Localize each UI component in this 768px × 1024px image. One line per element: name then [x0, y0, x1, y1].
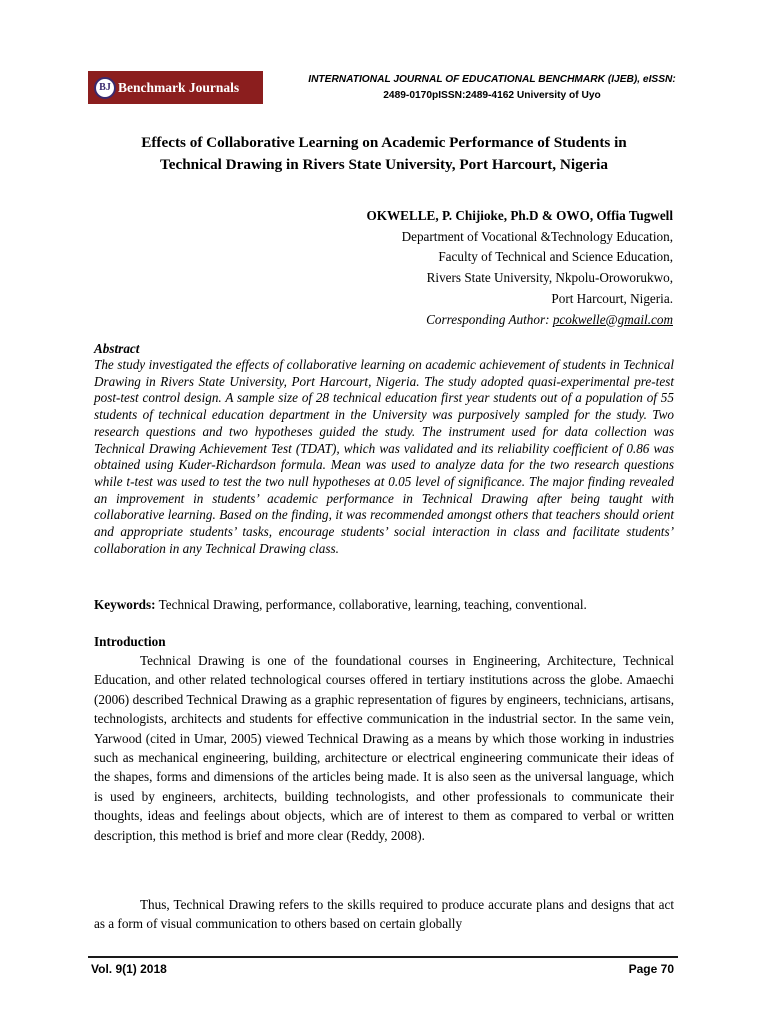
author-department: Department of Vocational &Technology Education, [401, 228, 673, 244]
keywords [94, 596, 674, 613]
footer-page-number: Page 70 [628, 962, 674, 976]
paper-title [90, 132, 678, 176]
footer-volume: Vol. 9(1) 2018 [91, 962, 167, 976]
author-city: Port Harcourt, Nigeria. [551, 290, 673, 306]
author-email-link[interactable]: pcokwelle@gmail.com [552, 311, 673, 327]
journal-issn-line: 2489-0170pISSN:2489-4162 University of Uyo [383, 90, 601, 101]
introduction-paragraph-2: Thus, Technical Drawing refers to the skills required to produce accurate plans and designs that act as a form of visual communication to others based on certain globally [94, 897, 674, 932]
author-block [366, 206, 673, 330]
corresponding-label: Corresponding Author: [426, 311, 553, 327]
journal-logo [88, 71, 263, 104]
title-line-2: Technical Drawing in Rivers State University, Port Harcourt, Nigeria [160, 156, 608, 173]
introduction-heading: Introduction [94, 634, 166, 649]
abstract-text: The study investigated the effects of collaborative learning on academic achievement of students in Technical Drawing in Rivers State University, Port Harcourt, Nigeria. The study adopted quasi-experimental pre-test post-test control design. A sample size of 28 technical education first year students out of a population of 55 students of technical education department in the University was purposively sampled for the study. Two research questions and two hypotheses guided the study. The instrument used for data collection was Technical Drawing Achievement Test (TDAT), which was validated and its reliability coefficient of 0.86 was obtained using Kuder-Richardson formula. Mean was used to analyze data for the two research questions while t-test was used to test the two null hypotheses at 0.05 level of significance. The major finding revealed an improvement in students’ academic performance in Technical Drawing after being taught with collaborative learning. Based on the finding, it was recommended amongst others that teachers should orient and appropriate students’ tasks, encourage students’ social interaction in class and facilitate students’ collaboration in any Technical Drawing class. [94, 357, 674, 556]
keywords-text: Technical Drawing, performance, collaborative, learning, teaching, conventional. [155, 597, 587, 612]
corresponding-author [366, 310, 673, 331]
journal-name-line: INTERNATIONAL JOURNAL OF EDUCATIONAL BENCHMARK (IJEB), eISSN: [308, 74, 676, 85]
author-names: OKWELLE, P. Chijioke, Ph.D & OWO, Offia Tugwell [366, 208, 673, 223]
keywords-label: Keywords: [94, 597, 156, 612]
author-university: Rivers State University, Nkpolu-Oroworukwo, [426, 270, 673, 286]
logo-text: Benchmark Journals [118, 79, 240, 95]
title-line-1: Effects of Collaborative Learning on Academic Performance of Students in [141, 134, 627, 151]
author-faculty: Faculty of Technical and Science Education, [438, 249, 673, 265]
logo-badge-icon: BJ [94, 77, 116, 99]
journal-header [282, 72, 702, 104]
footer-divider [88, 956, 678, 958]
introduction-paragraph-1: Technical Drawing is one of the foundational courses in Engineering, Architecture, Technical Education, and other related technological courses offered in tertiary institutions across the globe. Amaechi (2006) described Technical Drawing as a graphic representation of figures by engineers, technicians, artisans, technologists, architects and students for effective communication in the industrial sector. In the same vein, Yarwood (cited in Umar, 2005) viewed Technical Drawing as a means by which those working in industries such as mechanical engineering, building, architecture or electrical engineering communicate their ideas of the shapes, forms and dimensions of the articles being made. It is also seen as the universal language, which is used by engineers, architects, building technologists, and other professionals to communicate their thoughts, ideas and feelings about objects, which are of interest to them as compared to verbal or written description, this method is brief and more clear (Reddy, 2008). [94, 653, 674, 843]
abstract-heading: Abstract [94, 341, 140, 356]
